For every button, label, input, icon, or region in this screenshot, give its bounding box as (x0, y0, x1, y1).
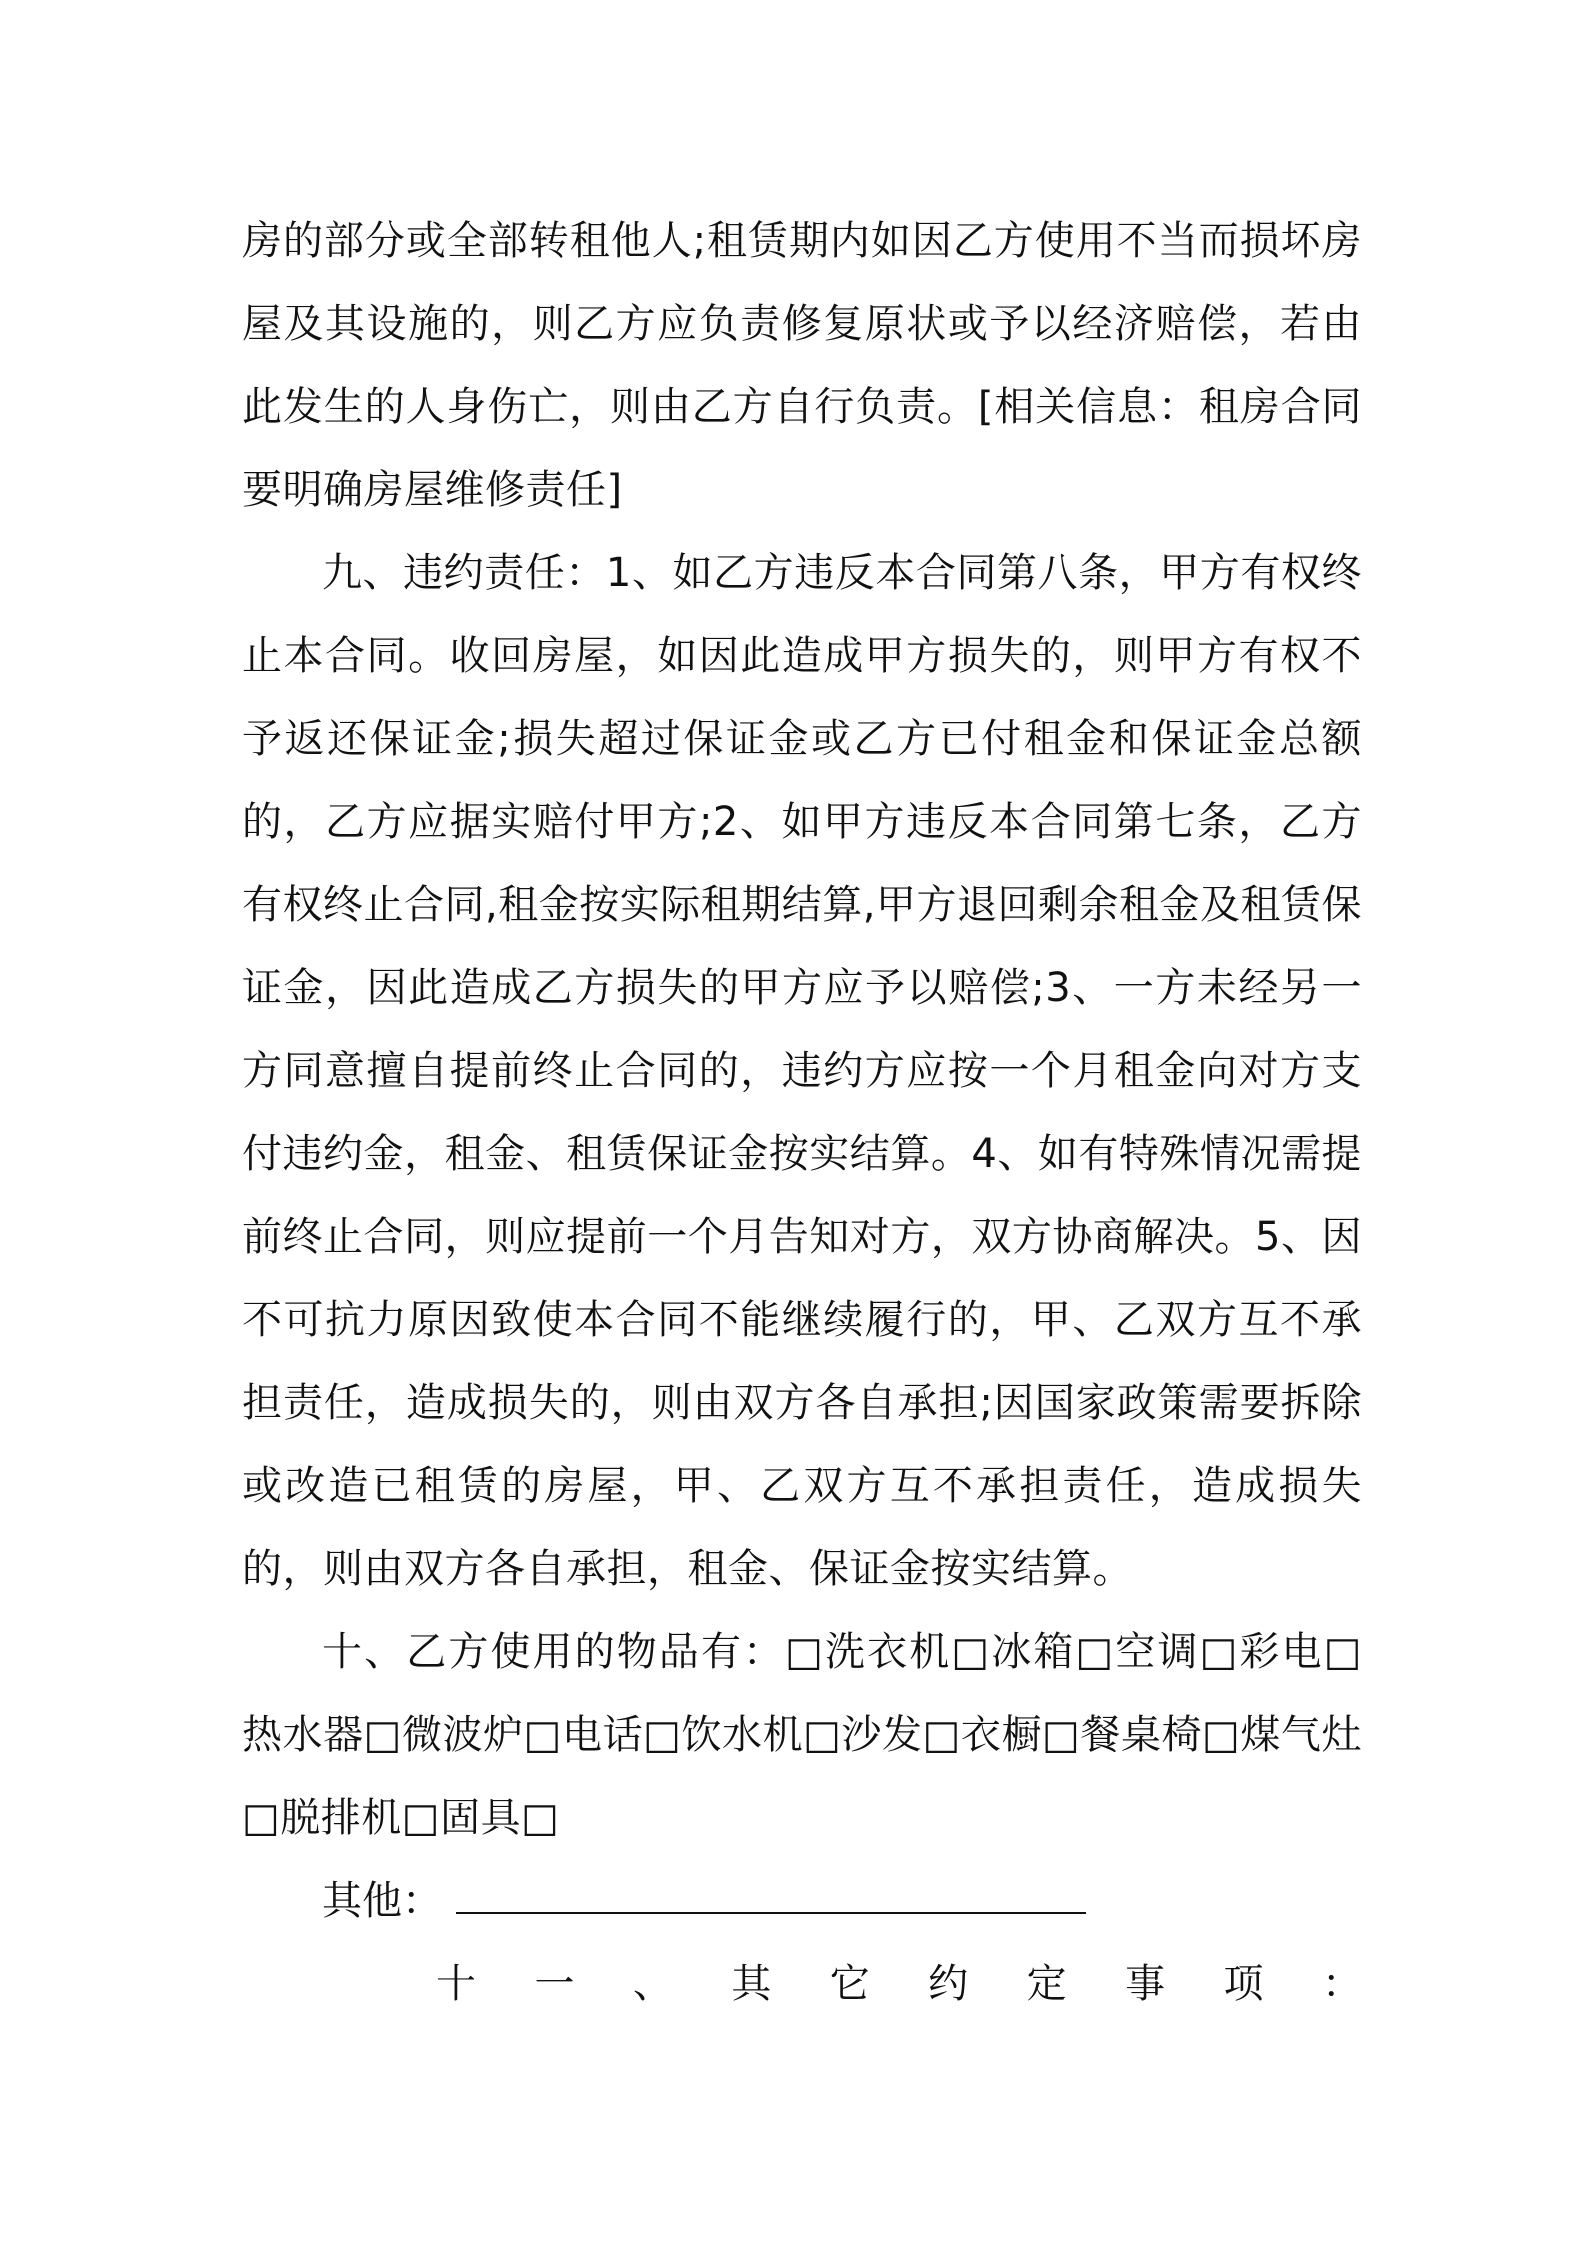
heading-char: 约 (928, 1961, 969, 2007)
document-page (242, 200, 1362, 2026)
paragraph-items-used: 十、乙方使用的物品有：□洗衣机□冰箱□空调□彩电□热水器□微波炉□电话□饮水机□沙发□衣橱□餐桌椅□煤气灶□脱排机□固具□ (242, 1629, 1362, 1841)
other-blank-line (456, 1876, 1086, 1914)
section-heading-other-terms (242, 1943, 1362, 2026)
other-line (242, 1860, 1362, 1943)
heading-char: 项 (1223, 1961, 1264, 2007)
heading-char: 它 (829, 1961, 870, 2007)
heading-char: 其 (731, 1961, 772, 2007)
heading-char: 定 (1026, 1961, 1067, 2007)
paragraph-continuation: 房的部分或全部转租他人;租赁期内如因乙方使用不当而损坏房屋及其设施的，则乙方应负责修复原状或予以经济赔偿，若由此发生的人身伤亡，则由乙方自行负责。[相关信息：租房合同要明确房屋维修责任] (242, 218, 1362, 513)
heading-char: 、 (632, 1961, 673, 2007)
heading-char: 十 (436, 1961, 476, 2007)
heading-char: 一 (534, 1961, 575, 2007)
other-label: 其他： (322, 1878, 442, 1924)
paragraph-breach-liability: 九、违约责任：1、如乙方违反本合同第八条，甲方有权终止本合同。收回房屋，如因此造成甲方损失的，则甲方有权不予返还保证金;损失超过保证金或乙方已付租金和保证金总额的，乙方应据实赔付甲方;2、如甲方违反本合同第七条，乙方有权终止合同,租金按实际租期结算,甲方退回剩余租金及租赁保证金，因此造成乙方损失的甲方应予以赔偿;3、一方未经另一方同意擅自提前终止合同的，违约方应按一个月租金向对方支付违约金，租金、租赁保证金按实结算。4、如有特殊情况需提前终止合同，则应提前一个月告知对方，双方协商解决。5、因不可抗力原因致使本合同不能继续履行的，甲、乙双方互不承担责任，造成损失的，则由双方各自承担;因国家政策需要拆除或改造已租赁的房屋，甲、乙双方互不承担责任，造成损失的，则由双方各自承担，租金、保证金按实结算。 (242, 550, 1362, 1592)
heading-char: 事 (1125, 1961, 1166, 2007)
heading-char: ： (1321, 1961, 1362, 2007)
